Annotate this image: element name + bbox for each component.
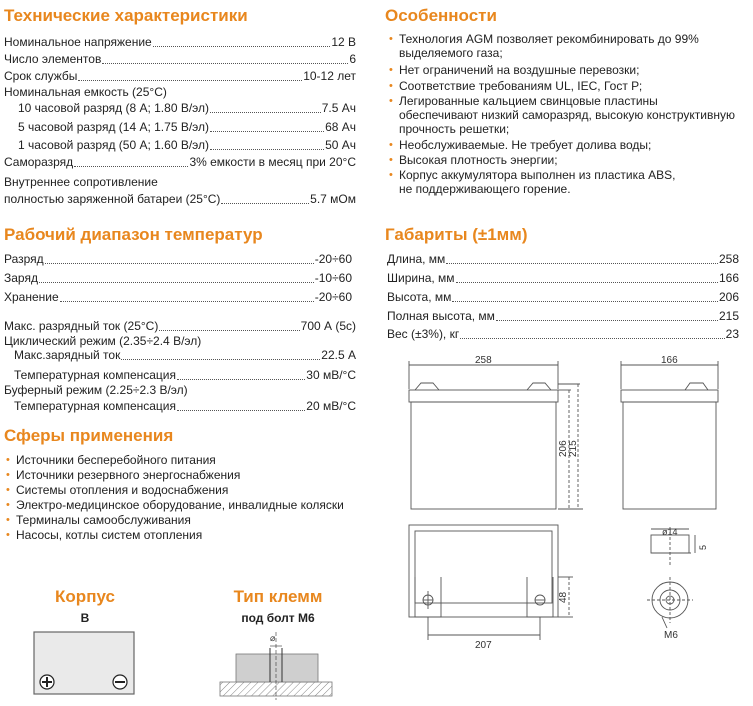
bolt-height-label: 5 — [698, 544, 708, 550]
spec-row: Число элементов 6 — [4, 52, 356, 66]
top-view — [409, 525, 573, 640]
max-current-row: Макс. разрядный ток (25°C) 700 А (5с) — [4, 319, 356, 333]
diameter-symbol: ⌀ — [270, 633, 276, 643]
height-label: 206 — [558, 440, 569, 457]
application-item: • Системы отопления и водоснабжения — [6, 483, 229, 497]
resistance-label: Внутреннее сопротивление — [4, 175, 158, 189]
front-view — [409, 361, 583, 509]
negative-terminal-icon — [113, 675, 127, 689]
buffer-row: Температурная компенсация 20 мВ/°C — [14, 399, 356, 413]
feature-item: • Корпус аккумулятора выполнен из пластика ABS, не поддерживающего горение. — [389, 168, 676, 196]
side-view — [621, 361, 718, 509]
dimension-row: Длина, мм 258 — [387, 252, 739, 266]
spec-row: Срок службы 10-12 лет — [4, 69, 356, 83]
dimension-row: Полная высота, мм 215 — [387, 309, 739, 323]
terminal-drawing — [218, 630, 336, 702]
full-height-label: 215 — [568, 440, 579, 457]
terminal-detail — [647, 527, 695, 628]
feature-item: • Высокая плотность энергии; — [389, 153, 558, 167]
temperature-row: Разряд -20÷60 — [4, 252, 352, 266]
cyclic-title: Циклический режим (2.35÷2.4 В/эл) — [4, 334, 202, 348]
temperature-row: Заряд -10÷60 — [4, 271, 352, 285]
capacity-title: Номинальная емкость (25°C) — [4, 85, 167, 99]
applications-title: Сферы применения — [4, 426, 174, 445]
application-item: • Электро-медицинское оборудование, инвалидные коляски — [6, 498, 344, 512]
specs-title: Технические характеристики — [4, 6, 248, 25]
dimensions-title: Габариты (±1мм) — [385, 225, 528, 244]
case-type: B — [80, 611, 90, 625]
case-drawing — [33, 628, 138, 698]
terminal-spacing-label: 207 — [475, 640, 492, 651]
feature-item: • Нет ограничений на воздушные перевозки; — [389, 63, 640, 77]
temperature-title: Рабочий диапазон температур — [4, 225, 263, 244]
cyclic-row: Температурная компенсация 30 мВ/°C — [14, 368, 356, 382]
spec-row: 10 часовой разряд (8 А; 1.80 В/эл) 7.5 Ач — [18, 101, 356, 115]
feature-item: • Соответствие требованиям UL, IEC, Гост Р; — [389, 79, 643, 93]
terminal-height-label: 48 — [558, 591, 569, 603]
dimension-row: Вес (±3%), кг 23 — [387, 327, 739, 341]
bolt-diameter-label: ø14 — [662, 527, 678, 537]
application-item: • Источники резервного энергоснабжения — [6, 468, 241, 482]
buffer-title: Буферный режим (2.25÷2.3 В/эл) — [4, 383, 188, 397]
feature-item: • Технология AGM позволяет рекомбинировать до 99% выделяемого газа; — [389, 32, 699, 60]
spec-row: Номинальное напряжение 12 В — [4, 35, 356, 49]
terminal-type: под болт М6 — [241, 611, 315, 625]
dimension-drawings — [385, 355, 750, 705]
bolt-label: M6 — [664, 630, 678, 641]
temperature-row: Хранение -20÷60 — [4, 290, 352, 304]
dimension-row: Высота, мм 206 — [387, 290, 739, 304]
spec-row: 5 часовой разряд (14 А; 1.75 В/эл) 68 Ач — [18, 120, 356, 134]
application-item: • Источники бесперебойного питания — [6, 453, 216, 467]
positive-terminal-icon — [40, 675, 54, 689]
features-title: Особенности — [385, 6, 497, 25]
terminal-title: Тип клемм — [233, 587, 323, 606]
case-title: Корпус — [55, 587, 115, 606]
dimension-row: Ширина, мм 166 — [387, 271, 739, 285]
width-label: 166 — [661, 355, 678, 366]
application-item: • Терминалы самообслуживания — [6, 513, 191, 527]
spec-row: полностью заряженной батареи (25°C) 5.7 мОм — [4, 192, 356, 206]
feature-item: • Необслуживаемые. Не требует долива воды; — [389, 138, 652, 152]
spec-row: 1 часовой разряд (50 А; 1.60 В/эл) 50 Ач — [18, 138, 356, 152]
spec-row: Саморазряд 3% емкости в месяц при 20°C — [4, 155, 356, 169]
application-item: • Насосы, котлы систем отопления — [6, 528, 203, 542]
cyclic-row: Макс.зарядный ток 22.5 А — [14, 348, 356, 362]
length-label: 258 — [475, 355, 492, 366]
feature-item: • Легированные кальцием свинцовые пластины обеспечивают низкий саморазряд, высокую конструктивную прочность решетки; — [389, 94, 735, 136]
